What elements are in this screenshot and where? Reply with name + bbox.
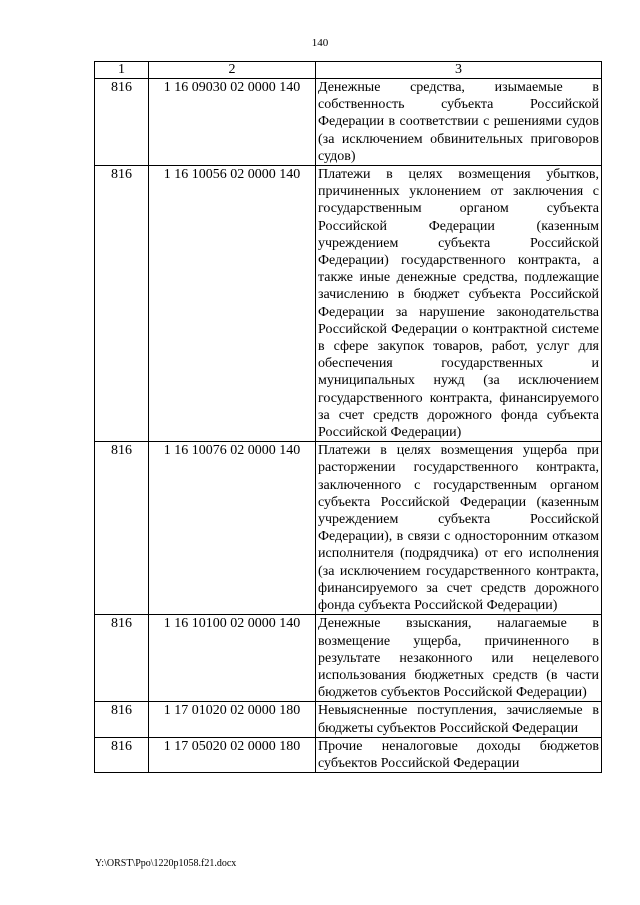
table-row [95,166,602,442]
description-cell: Платежи в целях возмещения ущерба при расторжении государственного контракта, заключенного с государственным органом субъекта Российской Федерации (казенным учреждением субъекта Российской Федерации), в связи с односторонним отказом исполнителя (подрядчика) от его исполнения (за исключением государственного контракта, финансируемого за счет средств дорожного фонда субъекта Российской Федерации) [316,442,602,615]
column-header-3: 3 [316,62,602,79]
admin-code-cell: 816 [95,166,149,442]
admin-code-cell: 816 [95,79,149,166]
budget-code-cell: 1 16 10100 02 0000 140 [149,615,316,702]
column-header-2: 2 [149,62,316,79]
description-cell: Платежи в целях возмещения убытков, причиненных уклонением от заключения с государственным органом субъекта Российской Федерации (казенным учреждением субъекта Российской Федерации) государственного контракта, а также иные денежные средства, подлежащие зачислению в бюджет субъекта Российской Федерации за нарушение законодательства Российской Федерации о контрактной системе в сфере закупок товаров, работ, услуг для обеспечения государственных и муниципальных нужд (за исключением государственного контракта, финансируемого за счет средств дорожного фонда субъекта Российской Федерации) [316,166,602,442]
table-header-row [95,62,602,79]
revenue-codes-table [94,61,602,773]
admin-code-cell: 816 [95,702,149,737]
description-cell: Прочие неналоговые доходы бюджетов субъектов Российской Федерации [316,737,602,772]
admin-code-cell: 816 [95,737,149,772]
description-cell: Денежные взыскания, налагаемые в возмещение ущерба, причиненного в результате незаконного или нецелевого использования бюджетных средств (в части бюджетов субъектов Российской Федерации) [316,615,602,702]
budget-code-cell: 1 17 05020 02 0000 180 [149,737,316,772]
budget-code-cell: 1 16 10056 02 0000 140 [149,166,316,442]
document-file-path: Y:\ORST\Ppo\1220p1058.f21.docx [95,858,237,869]
description-cell: Денежные средства, изымаемые в собственность субъекта Российской Федерации в соответствии с решениями судов (за исключением обвинительных приговоров судов) [316,79,602,166]
budget-code-cell: 1 16 10076 02 0000 140 [149,442,316,615]
table-row [95,737,602,772]
page-number: 140 [311,37,329,49]
table-row [95,702,602,737]
admin-code-cell: 816 [95,615,149,702]
admin-code-cell: 816 [95,442,149,615]
column-header-1: 1 [95,62,149,79]
budget-code-cell: 1 16 09030 02 0000 140 [149,79,316,166]
table-row [95,615,602,702]
budget-code-cell: 1 17 01020 02 0000 180 [149,702,316,737]
table-row [95,442,602,615]
description-cell: Невыясненные поступления, зачисляемые в бюджеты субъектов Российской Федерации [316,702,602,737]
table-row [95,79,602,166]
